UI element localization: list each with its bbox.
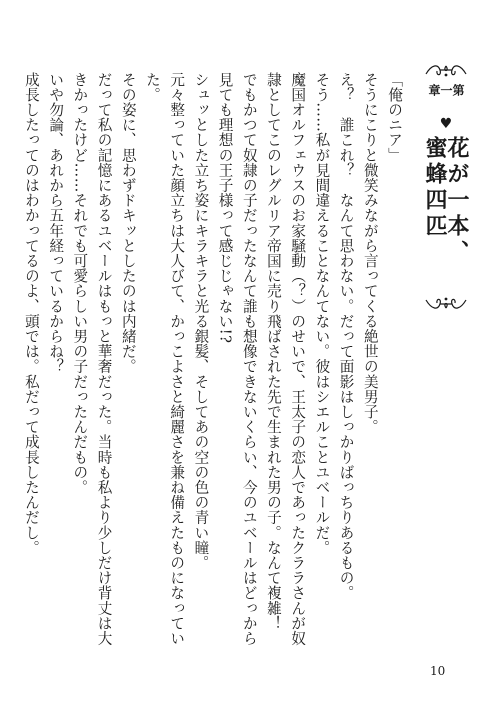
paragraph: だって私の記憶にあるユベールはもっと華奢だった。当時も私より少しだけ背丈は大きかったけど……それでも可愛らしい男の子だったんだもの。	[71, 72, 113, 646]
paragraph: 元々整っていた顔立ちは大人びて、かっこよさと綺麗さを兼ね備えたものになっていた。	[143, 72, 186, 646]
paragraph: 魔国オルフェウスのお家騒動（？）のせいで、王太子の恋人であったクララさんが奴隷としてこのレグルリア帝国に売り飛ばされた先で生まれた男の子。なんて複雑！	[264, 72, 307, 646]
body-text	[22, 72, 406, 652]
chapter-heading	[418, 62, 474, 312]
paragraph: そうにこりと微笑みながら言ってくる絶世の美男子。	[361, 72, 379, 435]
paragraph: その姿に、思わずドキッとしたのは内緒だ。	[119, 72, 137, 374]
flourish-ornament-icon	[424, 294, 468, 312]
paragraph: 成長したってのはわかってるのよ、頭では。私だって成長したんだし。	[22, 72, 40, 556]
page-number: 10	[430, 664, 446, 678]
paragraph: でもかつて奴隷の子だったなんて誰も想像できないくらい、今のユベールはどっから見ても理想の王子様って感じじゃない!?	[216, 72, 258, 646]
paragraph: え？ 誰これ？ なんて思わない。だって面影はしっかりばっちりあるもの。	[337, 72, 355, 601]
chapter-name: 花が一本、蜜蜂四匹	[422, 135, 470, 266]
paragraph: いや勿論、あれから五年経っているからね？	[47, 72, 65, 374]
flourish-ornament-icon	[424, 62, 468, 80]
chapter-title	[418, 84, 474, 290]
heart-icon: ♥	[438, 115, 454, 132]
paragraph: そう……私が見間違えることなんてない。彼はシエルことユベールだ。	[313, 72, 331, 556]
paragraph: シュッとした立ち姿にキラキラと光る銀髪、そしてあの空の色の青い瞳。	[192, 72, 210, 571]
paragraph: 「俺のニア」	[386, 72, 403, 163]
chapter-label: 第一章	[427, 84, 465, 97]
